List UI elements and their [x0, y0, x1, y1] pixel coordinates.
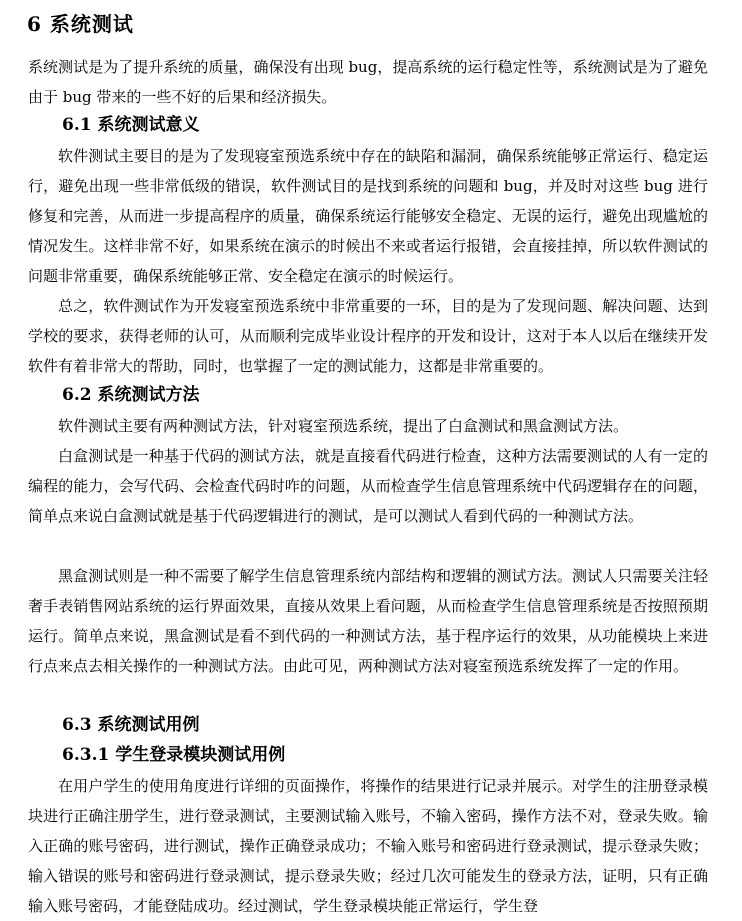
section-2-paragraph-1: 软件测试主要有两种测试方法，针对寝室预选系统，提出了白盒测试和黑盒测试方法。 — [58, 417, 629, 435]
section-1-paragraph-1: 软件测试主要目的是为了发现寝室预选系统中存在的缺陷和漏洞，确保系统能够正常运行、稳定运行，避免出现一些非常低级的错误，软件测试目的是找到系统的问题和 bug，并及时对这些 bug 进行修复和完善，从而进一步提高程序的质量，确保系统运行能够安全稳定、无误的运行，避免出现尴尬的情况发生。这样非常不好，如果系统在演示的时候出不来或者运行报错，会直接挂掉，所以软件测试的问题非常重要，确保系统能够正常、安全稳定在演示的时候运行。 — [28, 147, 708, 285]
chapter-intro-paragraph: 系统测试是为了提升系统的质量，确保没有出现 bug，提高系统的运行稳定性等，系统测试是为了避免由于 bug 带来的一些不好的后果和经济损失。 — [28, 58, 708, 106]
section-heading-6-3: 6.3 系统测试用例 — [62, 715, 200, 735]
section-1-paragraph-2: 总之，软件测试作为开发寝室预选系统中非常重要的一环，目的是为了发现问题、解决问题、达到学校的要求，获得老师的认可，从而顺利完成毕业设计程序的开发和设计，这对于本人以后在继续开发软件有着非常大的帮助，同时，也掌握了一定的测试能力，这都是非常重要的。 — [28, 297, 708, 375]
section-heading-6-2: 6.2 系统测试方法 — [62, 385, 200, 405]
section-2-paragraph-3: 黑盒测试则是一种不需要了解学生信息管理系统内部结构和逻辑的测试方法。测试人只需要关注轻奢手表销售网站系统的运行界面效果，直接从效果上看问题，从而检查学生信息管理系统是否按照预期运行。简单点来说，黑盒测试是看不到代码的一种测试方法，基于程序运行的效果，从功能模块上来进行点来点去相关操作的一种测试方法。由此可见，两种测试方法对寝室预选系统发挥了一定的作用。 — [28, 567, 708, 675]
section-2-paragraph-2: 白盒测试是一种基于代码的测试方法，就是直接看代码进行检查，这种方法需要测试的人有一定的编程的能力，会写代码、会检查代码时咋的问题，从而检查学生信息管理系统中代码逻辑存在的问题，简单点来说白盒测试就是基于代码逻辑进行的测试，是可以测试人看到代码的一种测试方法。 — [28, 447, 708, 525]
chapter-heading: 6 系统测试 — [27, 12, 134, 36]
section-heading-6-1: 6.1 系统测试意义 — [62, 115, 200, 135]
subsection-heading-6-3-1: 6.3.1 学生登录模块测试用例 — [62, 745, 286, 765]
subsection-1-paragraph-1: 在用户学生的使用角度进行详细的页面操作，将操作的结果进行记录并展示。对学生的注册登录模块进行正确注册学生，进行登录测试，主要测试输入账号，不输入密码，操作方法不对，登录失败。输入正确的账号密码，进行测试，操作正确登录成功；不输入账号和密码进行登录测试，提示登录失败；输入错误的账号和密码进行登录测试，提示登录失败；经过几次可能发生的登录方法，证明，只有正确输入账号密码，才能登陆成功。经过测试，学生登录模块能正常运行，学生登 — [28, 777, 708, 915]
